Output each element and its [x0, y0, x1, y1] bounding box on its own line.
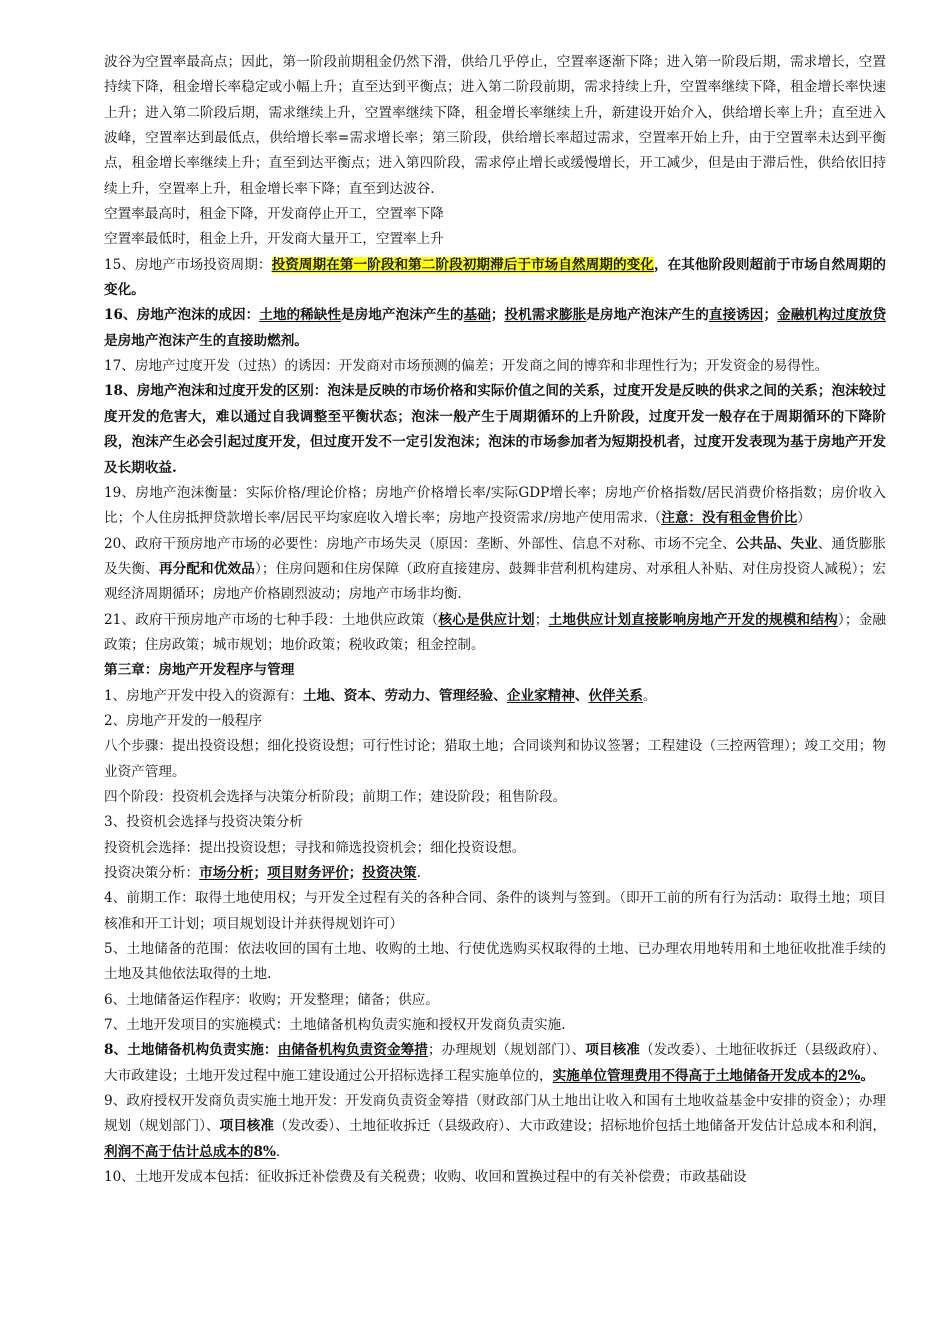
text-run: 。	[642, 687, 657, 704]
text-run: 再分配和优效品	[158, 560, 255, 577]
text-run: 基础	[463, 307, 491, 324]
paragraph	[104, 836, 886, 861]
text-run: 投资周期在第一阶段和第二阶段初期滞后于市场自然周期的变化	[271, 256, 654, 273]
text-run: ）	[797, 510, 811, 527]
paragraph	[104, 532, 886, 608]
text-run: ）；金融政策；住房政策；城市规划；地价政策；税收政策；租金控制。	[104, 611, 887, 653]
paragraph	[104, 658, 886, 683]
paragraph	[104, 861, 886, 886]
text-run: ；	[253, 865, 268, 881]
text-run: 利润不高于估计总成本的8%	[104, 1143, 276, 1160]
text-run: .	[416, 865, 421, 881]
paragraph	[104, 937, 886, 988]
paragraph	[104, 988, 886, 1013]
paragraph	[104, 253, 886, 304]
text-run: 3、投资机会选择与投资决策分析	[104, 814, 303, 831]
paragraph	[104, 684, 886, 709]
text-run: 、	[574, 687, 589, 704]
text-run: ；办理规划（规划部门）、	[427, 1042, 586, 1059]
text-run: 项目核准	[585, 1042, 640, 1059]
text-run: 9、政府授权开发商负责实施土地开发：开发商负责资金筹措（财政部门从土地出让收入和国有土地收益基金中安排的资金）；办理规划（规划部门）、	[104, 1093, 886, 1135]
text-run: 1、房地产开发中投入的资源有：	[104, 687, 303, 704]
text-run: 注意：没有租金售价比	[661, 510, 798, 527]
text-run: 10、土地开发成本包括：征收拆迁补偿费及有关税费；收购、收回和置换过程中的有关补偿费；市政基础设	[104, 1169, 747, 1186]
paragraph	[104, 785, 886, 810]
text-run: ；	[763, 307, 778, 324]
text-run: 是房地产泡沫产生的直接助燃剂。	[104, 332, 308, 349]
text-run: （发改委）、土地征收拆迁（县级政府）、大市政建设；招标地价包括土地储备开发估计总成本和利润，	[274, 1118, 887, 1135]
text-run: .	[275, 1143, 281, 1160]
text-run: 公共品、失业	[735, 535, 818, 552]
text-run: 金融机构过度放贷	[777, 307, 887, 324]
text-run: 17、房地产过度开发（过热）的诱因：开发商对市场预测的偏差；开发商之间的博弈和非理性行为；开发资金的易得性。	[104, 358, 829, 375]
text-run: 波谷为空置率最高点；因此，第一阶段前期租金仍然下滑，供给几乎停止，空置率逐渐下降；进入第一阶段后期，需求增长，空置持续下降，租金增长率稳定或小幅上升；直至达到平衡点；进入第二阶段前期，需求持续上升，空置率继续下降，租金增长率快速上升；进入第二阶段后期，需求继续上升，空置率继续下降，租金增长率继续上升，新建设开始介入，供给增长率上升；直至进入波峰，空置率达到最低点，供给增长率=需求增长率；第三阶段，供给增长率超过需求，空置率开始上升，由于空置率未达到平衡点，租金增长率继续上升；直至到达平衡点；进入第四阶段，需求停止增长或缓慢增长，开工减少，但是由于滞后性，供给依旧持续上升，空置率上升，租金增长率下降；直至到达波谷.	[104, 54, 886, 197]
paragraph	[104, 1013, 886, 1038]
text-run: 市场分析	[199, 865, 254, 881]
text-run: 土地、资本、劳动力、管理经验、	[302, 687, 507, 704]
text-run: 投资决策分析：	[104, 865, 200, 881]
text-run: ）；住房问题和住房保障（政府直接建房、鼓舞非营利机构建房、对承租人补贴、对住房投资人减税）；宏观经济周期循环；房地产价格剧烈波动；房地产市场非均衡.	[104, 560, 887, 603]
paragraph	[104, 481, 886, 532]
text-run: 20、政府干预房地产市场的必要性：房地产市场失灵（原因：垄断、外部性、信息不对称、市场不完全、	[104, 535, 736, 552]
text-run: 。	[860, 1067, 875, 1084]
text-run: 16、房地产泡沫的成因：	[104, 307, 260, 324]
text-run: 空置率最低时，租金上升，开发商大量开工，空置率上升	[104, 231, 444, 248]
text-run: ；	[490, 307, 505, 324]
paragraph	[104, 202, 886, 227]
paragraph	[104, 810, 886, 835]
paragraph	[104, 1165, 886, 1190]
text-run: （发改委）、土地征收拆迁（县级政府）、大市政建设；土地开发过程中施工建设通过公开招标选择工程实施单位的，	[104, 1042, 887, 1084]
text-run: 投资决策	[362, 865, 417, 881]
paragraph	[104, 1089, 886, 1165]
text-run: 伙伴关系	[588, 687, 643, 704]
paragraph	[104, 608, 886, 659]
text-run: 6、土地储备运作程序：收购；开发整理；储备；供应。	[104, 991, 439, 1008]
paragraph	[104, 886, 886, 937]
paragraph	[104, 734, 886, 785]
text-run: 是房地产泡沫产生的	[586, 307, 709, 324]
text-run: 空置率最高时，租金下降，开发商停止开工，空置率下降	[104, 206, 444, 223]
text-run: 直接诱因	[708, 307, 764, 324]
paragraph	[104, 50, 886, 202]
text-run: 土地供应计划直接影响房地产开发的规模和结构	[548, 611, 838, 628]
text-run: 、通货膨胀及失衡、	[104, 535, 887, 577]
text-run: 由储备机构负责资金筹措	[277, 1042, 428, 1059]
text-run: 是房地产泡沫产生的	[340, 307, 464, 324]
paragraph	[104, 379, 886, 480]
text-run: 投资机会选择：提出投资设想；寻找和筛选投资机会；细化投资设想。	[104, 839, 526, 856]
paragraph	[104, 303, 886, 354]
text-run: 15、房地产市场投资周期：	[104, 256, 272, 273]
text-run: 5、土地储备的范围：依法收回的国有土地、收购的土地、行使优选购买权取得的土地、已办理农用地转用和土地征收批准手续的土地及其他依法取得的土地.	[104, 941, 886, 983]
text-run: 18、房地产泡沫和过度开发的区别：泡沫是反映的市场价格和实际价值之间的关系，过度开发是反映的供求之间的关系；泡沫较过度开发的危害大，难以通过自我调整至平衡状态；泡沫一般产生于周期循环的上升阶段，过度开发一般存在于周期循环的下降阶段，泡沫产生必会引起过度开发，但过度开发不一定引发泡沫；泡沫的市场参加者为短期投机者，过度开发表现为基于房地产开发及长期收益.	[104, 383, 886, 476]
text-run: 8、土地储备机构负责实施：	[104, 1042, 278, 1059]
text-run: 第三章：房地产开发程序与管理	[104, 662, 295, 679]
text-run: 核心是供应计划	[438, 611, 535, 628]
text-run: ；	[348, 865, 363, 881]
text-run: 土地的稀缺性	[259, 307, 341, 324]
text-run: 19、房地产泡沫衡量：实际价格/理论价格；房地产价格增长率/实际GDP增长率；房地产价格指数/居民消费价格指数；房价收入比；个人住房抵押贷款增长率/居民平均家庭收入增长率；房地产投资需求/房地产使用需求.（	[104, 484, 886, 527]
text-run: 八个步骤：提出投资设想；细化投资设想；可行性讨论；猎取土地；合同谈判和协议签署；工程建设（三控两管理）；竣工交用；物业资产管理。	[104, 738, 886, 780]
paragraph	[104, 1038, 886, 1089]
document-page	[104, 50, 886, 1190]
text-run: 投机需求膨胀	[504, 307, 587, 324]
text-run: ，在其他阶段则超前于市场自然周期的变化。	[104, 256, 887, 299]
text-run: 项目核准	[219, 1118, 275, 1135]
paragraph	[104, 354, 886, 379]
text-run: 实施单位管理费用不得高于土地储备开发成本的2%	[552, 1067, 861, 1084]
text-run: 2、房地产开发的一般程序	[104, 712, 263, 729]
text-run: 四个阶段：投资机会选择与决策分析阶段；前期工作；建设阶段；租售阶段。	[104, 788, 567, 805]
paragraph	[104, 227, 886, 252]
text-run: 企业家精神	[506, 687, 575, 704]
text-run: 21、政府干预房地产市场的七种手段：土地供应政策（	[104, 611, 439, 628]
text-run: ；	[534, 611, 549, 628]
text-run: 7、土地开发项目的实施模式：土地储备机构负责实施和授权开发商负责实施.	[104, 1017, 566, 1034]
text-run: 4、前期工作：取得土地使用权；与开发全过程有关的各种合同、条件的谈判与签到。（即开工前的所有行为活动：取得土地；项目核准和开工计划；项目规划设计并获得规划许可）	[104, 890, 886, 932]
text-run: 项目财务评价	[267, 865, 349, 881]
paragraph	[104, 709, 886, 734]
